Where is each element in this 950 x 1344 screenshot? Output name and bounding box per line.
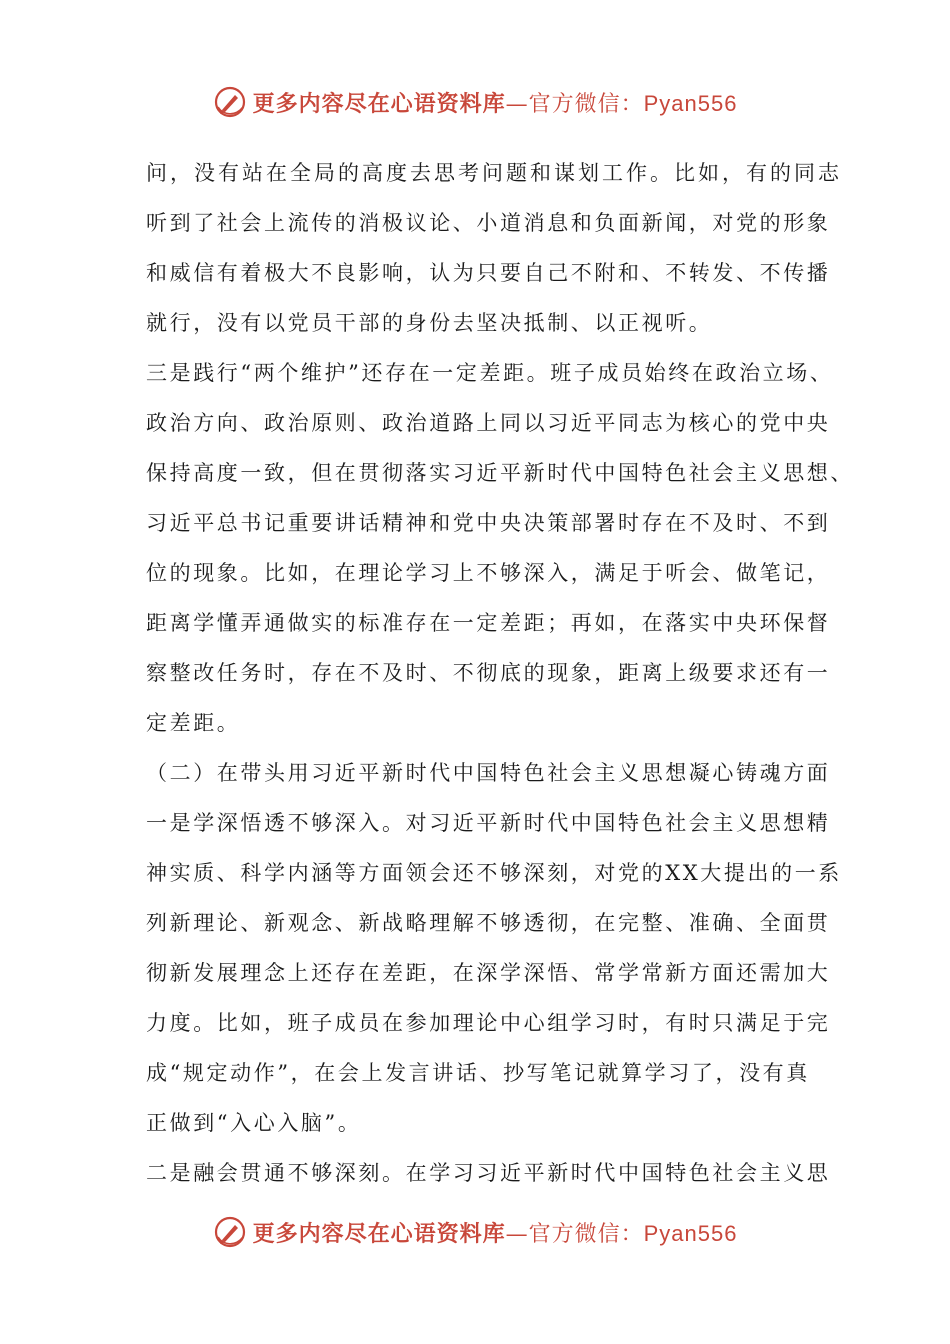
- body-line: 力度。比如，班子成员在参加理论中心组学习时，有时只满足于完: [146, 1011, 831, 1035]
- body-line: 距离学懂弄通做实的标准存在一定差距；再如，在落实中央环保督: [146, 611, 831, 635]
- body-line: 神实质、科学内涵等方面领会还不够深刻，对党的XX大提出的一系: [146, 861, 842, 885]
- body-line: 成“规定动作”，在会上发言讲话、抄写笔记就算学习了，没有真: [146, 1061, 810, 1085]
- footer-banner-text: [253, 1217, 738, 1248]
- body-line: 二是融会贯通不够深刻。在学习习近平新时代中国特色社会主义思: [146, 1161, 831, 1185]
- footer-dash: —: [505, 1221, 529, 1247]
- header-banner-text: [253, 87, 738, 118]
- body-line: 正做到“入心入脑”。: [146, 1111, 362, 1135]
- body-line: 问，没有站在全局的高度去思考问题和谋划工作。比如，有的同志: [146, 161, 842, 185]
- body-line: 位的现象。比如，在理论学习上不够深入，满足于听会、做笔记，: [146, 561, 831, 585]
- body-line: 就行，没有以党员干部的身份去坚决抵制、以正视听。: [146, 311, 713, 335]
- body-line: 定差距。: [146, 711, 241, 735]
- header-dash: —: [505, 91, 529, 117]
- body-line: 听到了社会上流传的消极议论、小道消息和负面新闻，对党的形象: [146, 211, 831, 235]
- footer-brand-text: 更多内容尽在心语资料库: [252, 1220, 506, 1247]
- document-body: [146, 148, 854, 1198]
- body-line: 保持高度一致，但在贯彻落实习近平新时代中国特色社会主义思想、: [146, 461, 854, 485]
- body-line: 习近平总书记重要讲话精神和党中央决策部署时存在不及时、不到: [146, 511, 831, 535]
- footer-banner: [0, 1212, 950, 1252]
- body-line: 一是学深悟透不够深入。对习近平新时代中国特色社会主义思想精: [146, 811, 831, 835]
- header-banner: [0, 82, 950, 122]
- pen-logo-icon: [213, 85, 247, 119]
- footer-wechat-text: 官方微信：Pyan556: [528, 1220, 738, 1246]
- body-line: 彻新发展理念上还存在差距，在深学深悟、常学常新方面还需加大: [146, 961, 831, 985]
- body-line: 和威信有着极大不良影响，认为只要自己不附和、不转发、不传播: [146, 261, 831, 285]
- section-heading: （二）在带头用习近平新时代中国特色社会主义思想凝心铸魂方面: [146, 761, 831, 785]
- body-line: 察整改任务时，存在不及时、不彻底的现象，距离上级要求还有一: [146, 661, 831, 685]
- header-wechat-text: 官方微信：Pyan556: [528, 90, 738, 116]
- header-brand-text: 更多内容尽在心语资料库: [252, 90, 506, 117]
- body-line: 三是践行“两个维护”还存在一定差距。班子成员始终在政治立场、: [146, 361, 834, 385]
- pen-logo-icon: [213, 1215, 247, 1249]
- body-line: 列新理论、新观念、新战略理解不够透彻，在完整、准确、全面贯: [146, 911, 831, 935]
- body-line: 政治方向、政治原则、政治道路上同以习近平同志为核心的党中央: [146, 411, 831, 435]
